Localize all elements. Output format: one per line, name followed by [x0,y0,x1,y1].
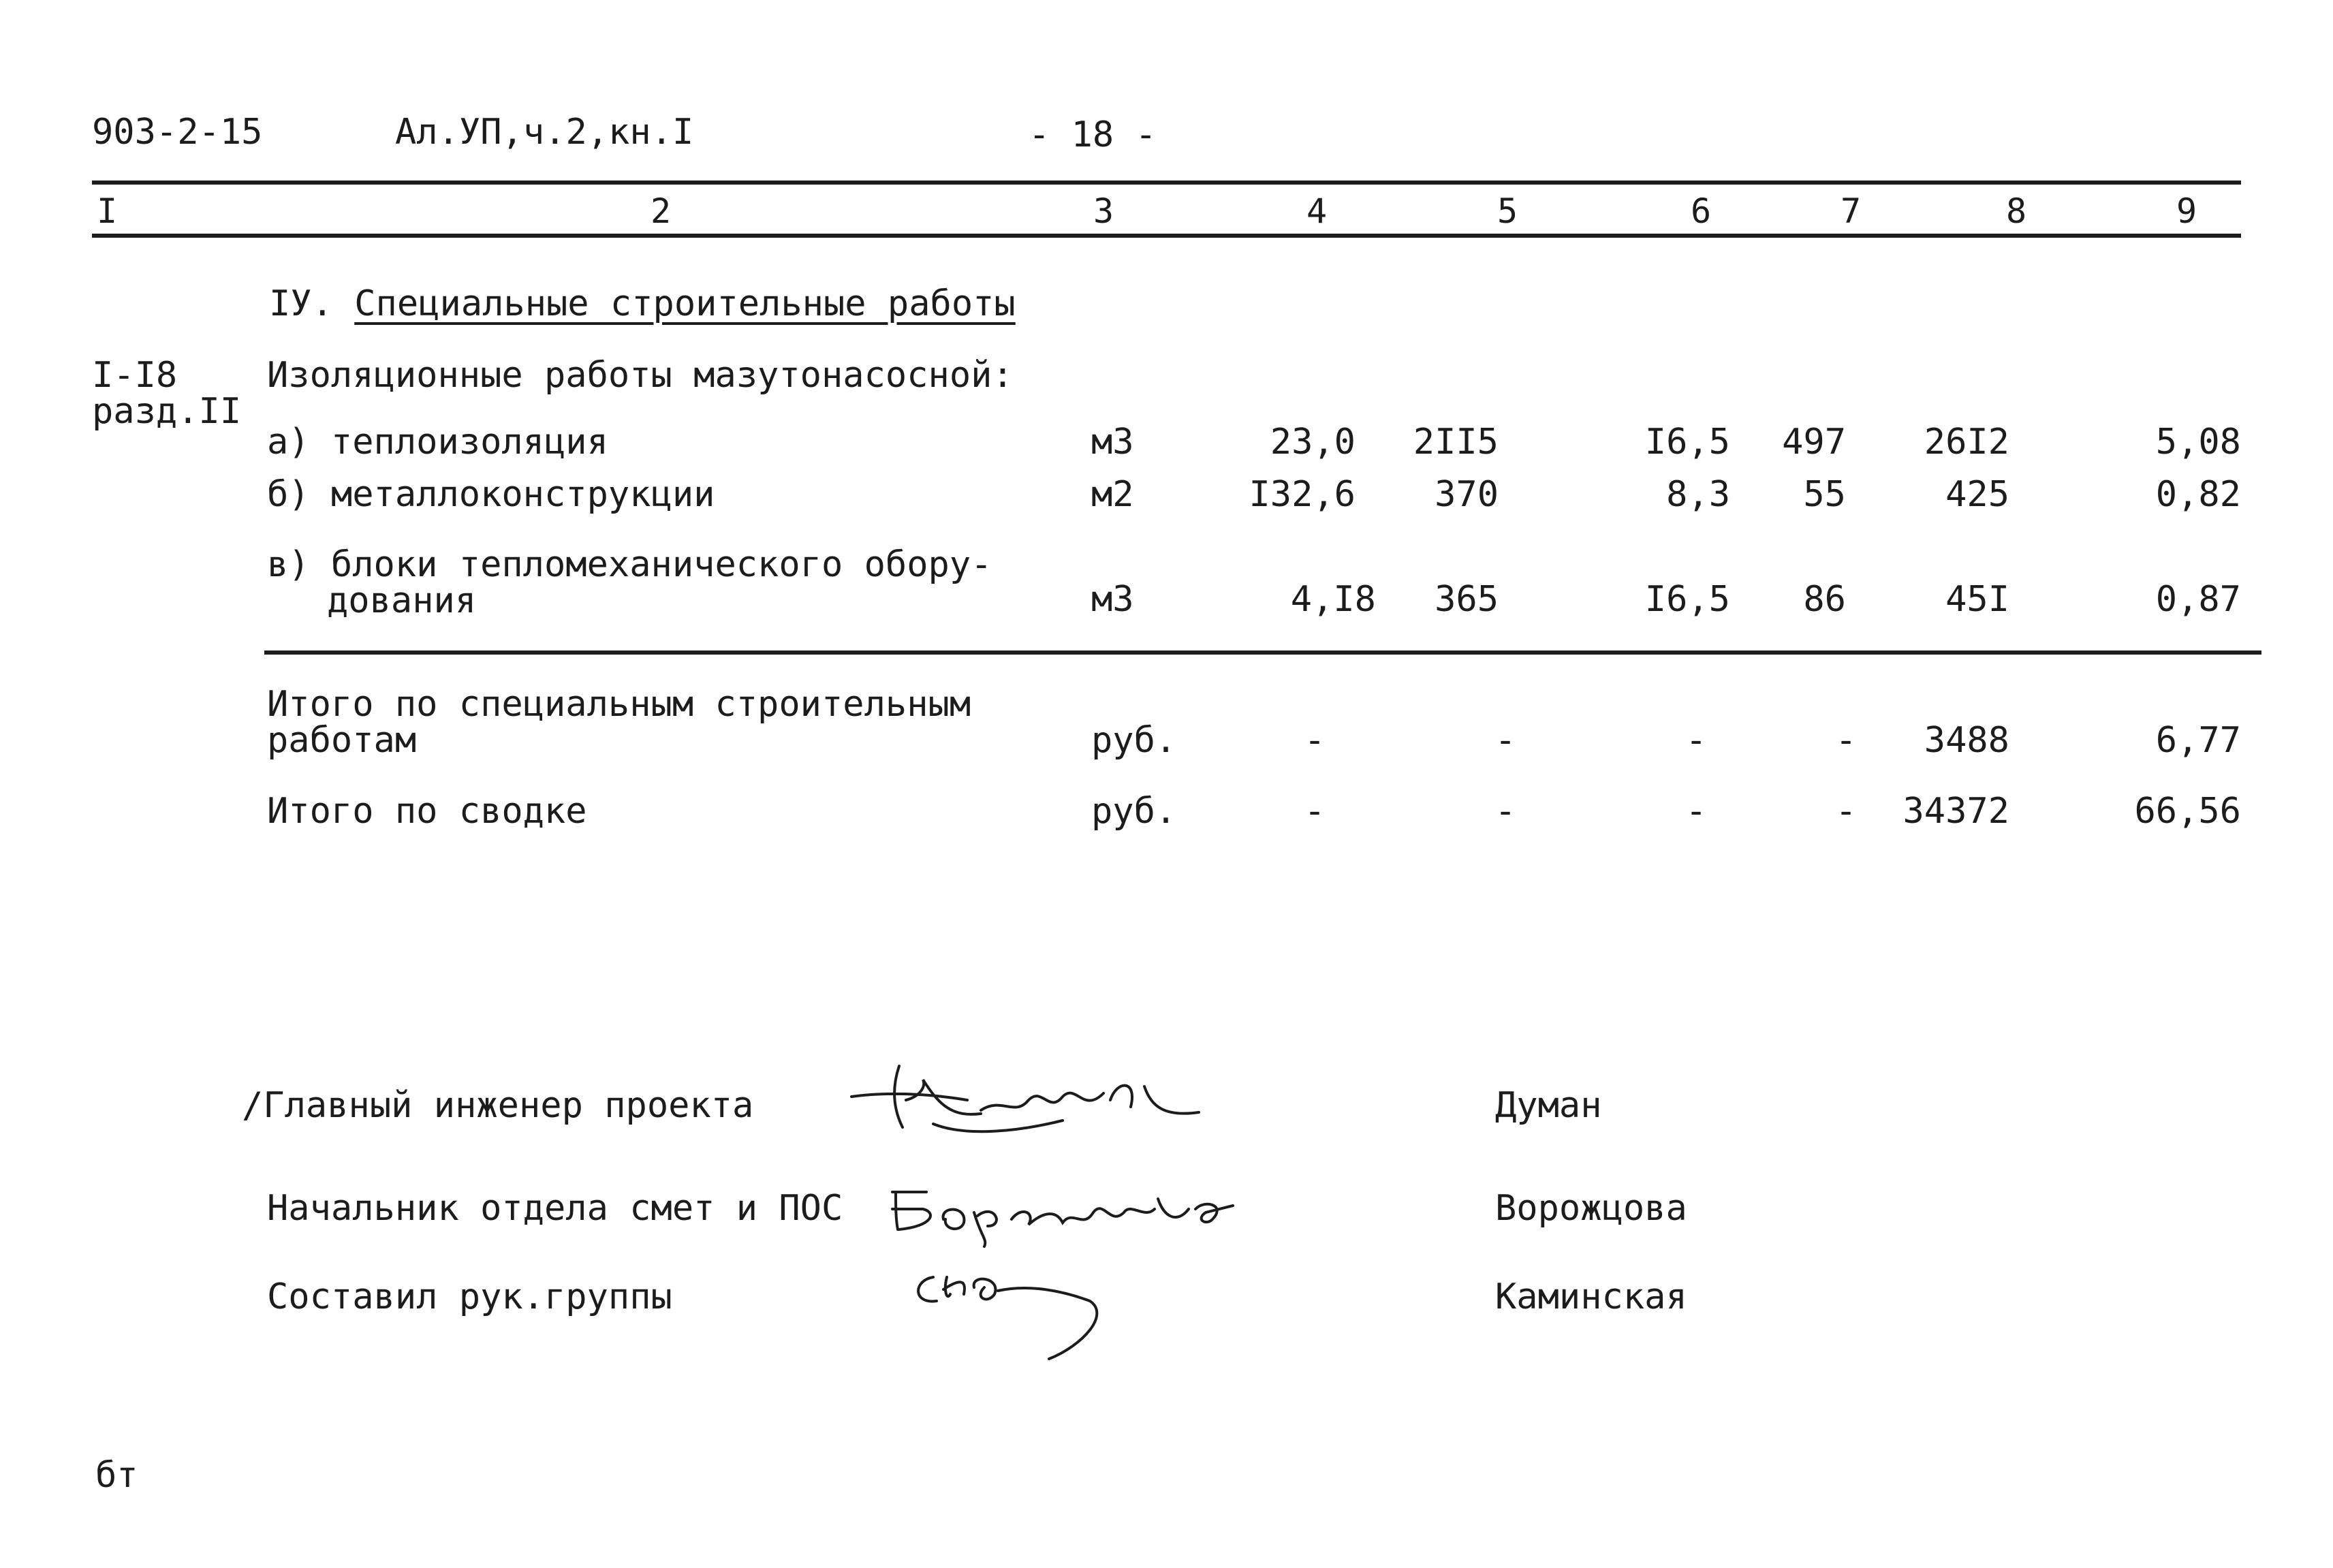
section-title [269,283,1016,324]
total-col6: - [1685,791,1707,832]
signatory-name: Думан [1495,1085,1602,1126]
signatory-name: Каминская [1495,1276,1687,1317]
row-col7: 86 [1803,579,1846,620]
row-col4: 23,0 [1270,422,1356,462]
total-unit: руб. [1091,720,1177,761]
header-rule-bottom [92,234,2241,238]
row-col6: 8,3 [1666,474,1730,515]
group-reference-line1: I-I8 [92,355,178,396]
column-header-8: 8 [2006,191,2027,231]
section-name: Специальные строительные работы [354,283,1016,324]
row-unit: м2 [1091,474,1134,515]
column-header-2: 2 [651,191,672,231]
row-col5: 370 [1435,474,1499,515]
row-unit: м3 [1091,422,1134,462]
row-label-line2: дования [327,580,477,621]
total-unit: руб. [1091,791,1177,832]
page-number: - 18 - [1029,114,1157,155]
totals-separator [264,650,2261,655]
signature-role: Начальник отдела смет и ПОС [267,1188,843,1229]
signature-role: Составил рук.группы [267,1276,672,1317]
section-number: IУ. [269,283,333,324]
row-col5: 365 [1435,579,1499,620]
row-col6: I6,5 [1644,422,1730,462]
column-header-6: 6 [1691,191,1712,231]
row-col4: 4,I8 [1290,579,1376,620]
row-col7: 55 [1803,474,1846,515]
total-col4: - [1304,720,1326,761]
total-col5: - [1494,791,1516,832]
row-label-line1: в) блоки тепломеханического обору- [267,544,992,585]
row-col6: I6,5 [1644,579,1730,620]
total-col8: 34372 [1903,791,2009,832]
total-col8: 3488 [1924,720,2009,761]
total-label: Итого по сводке [267,791,587,832]
total-col6: - [1685,720,1707,761]
total-col7: - [1835,720,1857,761]
row-col7: 497 [1782,422,1846,462]
total-col9: 6,77 [2155,720,2241,761]
total-col7: - [1835,791,1857,832]
row-col8: 425 [1945,474,2009,515]
signature-role: /Главный инженер проекта [242,1085,754,1126]
footer-mark: бт [95,1455,138,1496]
row-col9: 5,08 [2155,422,2241,462]
signature-scrawl [886,1172,1240,1246]
column-header-9: 9 [2176,191,2197,231]
column-header-1: I [97,191,118,231]
signature-scrawl [845,1059,1212,1141]
row-col8: 26I2 [1924,422,2009,462]
column-header-7: 7 [1841,191,1862,231]
total-col4: - [1304,791,1326,832]
column-header-4: 4 [1306,191,1328,231]
row-label: а) теплоизоляция [267,422,608,462]
group-title: Изоляционные работы мазутонасосной: [267,355,1014,396]
row-col4: I32,6 [1249,474,1356,515]
row-col9: 0,82 [2155,474,2241,515]
group-reference-line2: разд.II [92,391,242,432]
row-unit: м3 [1091,579,1134,620]
row-label: б) металлоконструкции [267,474,715,515]
header-rule-top [92,181,2241,185]
row-col9: 0,87 [2155,579,2241,620]
total-label-line1: Итого по специальным строительным [267,684,971,725]
total-col5: - [1494,720,1516,761]
row-col8: 45I [1945,579,2009,620]
signature-scrawl [906,1264,1131,1366]
total-col9: 66,56 [2134,791,2241,832]
doc-code: 903-2-15 [92,112,263,153]
album-reference: Ал.УП,ч.2,кн.I [395,112,694,153]
column-header-5: 5 [1497,191,1518,231]
row-col5: 2II5 [1413,422,1499,462]
total-label-line2: работам [267,720,417,761]
signatory-name: Ворожцова [1495,1188,1687,1229]
column-header-3: 3 [1093,191,1114,231]
